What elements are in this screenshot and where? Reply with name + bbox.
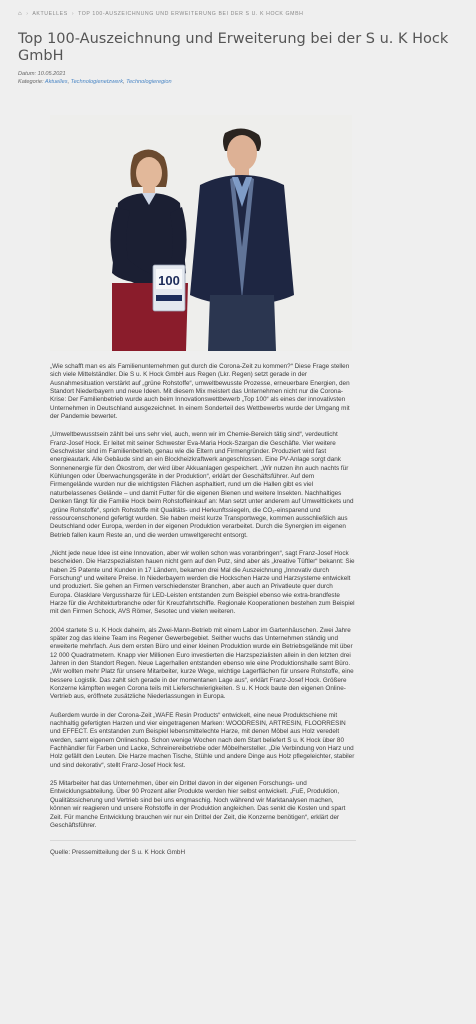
article-body [50, 363, 356, 858]
article-paragraph: „Nicht jede neue Idee ist eine Innovation, aber wir wollen schon was voranbringen“, sagt Franz-Josef Hock bescheiden. Die Harzspezialisten hauen nicht gern auf den Putz, sind aber als „kreative Tüftler“ bekannt: Sie haben 25 Patente und Kunden in 17 Ländern, bekamen drei Mal die Auszeichnung „Innovativ durch Forschung“ und weitere Preise. In Niederbayern werden die Hockschen Harze und Harzsysteme entwickelt und produziert. Sie gehen an Firmen verschiedenster Branchen, aber auch an Privatleute quer durch Europa. Glasklare Vergussharze für LED-Leisten entstanden zum Beispiel ebenso wie extra-brandfeste Harze für die Architekturbranche oder für Kreuzfahrtschiffe. Regionale Kooperationen bestehen zum Beispiel mit den Firmen Schock, AVS Römer, Sesotec und vielen weiteren. [50, 549, 355, 616]
breadcrumb [18, 11, 466, 17]
source-divider [50, 840, 356, 841]
post-categories: Kategorie: Aktuelles, Technologienetzwerk, Technologieregion [18, 79, 172, 85]
post-date [18, 70, 172, 78]
breadcrumb-separator: › [71, 11, 75, 17]
article-photo [50, 115, 352, 351]
article-paragraph: Außerdem wurde in der Corona-Zeit „WAFE Resin Products“ entwickelt, eine neue Produktschiene mit nachhaltig gefertigten Harzen und vier eingetragenen Marken: WOODRESIN, ARTRESIN, FLOORRESIN und EFFECT. Es entstanden zum Beispiel lebensmittelechte Harze, mit denen Möbel aus Holz veredelt werden, samt eigenem Onlineshop. Schon wenige Wochen nach dem Start beliefert S u. K Hock über 80 Fachhändler für Farben und Lacke, Schreinereibetriebe oder Möbelhersteller. „Die Verbindung von Harz und Holz gefällt den Leuten. Die Harze machen Tische, Stühle und andere Dinge aus Holz pflegeleichter, stabiler und sind dekorativ“, stellt Franz-Josef Hock fest. [50, 711, 355, 769]
article-paragraph: „Umweltbewusstsein zählt bei uns sehr viel, auch, wenn wir im Chemie-Bereich tätig sind“, verdeutlicht Franz-Josef Hock. Er leitet mit seiner Schwester Eva-Maria Hock-Szargan die Geschäfte. Vier weitere Geschwister sind im Familienbetrieb, genau wie die Eltern und Firmengründer. Produziert wird fast energieautark. Alle Gebäude sind an ein Blockheizkraftwerk angeschlossen. Eine PV-Anlage sorgt dank Sonnenenergie für den Ökostrom, der wird über Akkuanlagen gespeichert. „Wir nutzen ihn auch nachts für Kühlungen oder Überwachungsgeräte in der Produktion“, erklärt der Geschäftsführer. Auf dem Firmengelände wurden nur die wichtigsten Flächen asphaltiert, rund um die Hallen gibt es viel naturbelassenes Gelände – und damit Futter für die eigenen Bienen und weitere Insekten. Nachhaltiges Denken fängt für die Familie Hock beim Rohstoffeinkauf an: Man setzt unter anderem auf Umwelttickets und „grüne Rohstoffe“, sprich Rohstoffe mit Qualitäts- und Herkunftssiegeln, die CO₂-einsparend und ressourcenschonend gefertigt wurden. Sie haben meist kurze Transportwege, kommen ausschließlich aus Deutschland oder Europa, werden in der eigenen Produktion verarbeitet. Durch die Synergien im eigenen Betrieb fallen kaum Reste an, und die werden umweltgerecht entsorgt. [50, 431, 354, 539]
category-link-aktuelles[interactable]: Aktuelles [44, 79, 68, 85]
breadcrumb-item-aktuelles[interactable]: AKTUELLES [32, 11, 68, 17]
breadcrumb-item-current: TOP 100-AUSZEICHNUNG UND ERWEITERUNG BEI DER S U. K HOCK GMBH [78, 11, 304, 17]
article-source: Quelle: Pressemitteilung der S u. K Hock GmbH [50, 849, 186, 857]
date-value: 10.05.2021 [37, 71, 66, 77]
breadcrumb-separator: › [26, 11, 29, 17]
article-paragraph: „Wie schafft man es als Familienunternehmen gut durch die Corona-Zeit zu kommen?“ Diese Frage stellen sich viele Mittelständler. Die S u. K Hock GmbH aus Regen (Lkr. Regen) setzt gerade in der Ausnahmesituation verstärkt auf „grüne Rohstoffe“, umweltbewusste Prozesse, erneuerbare Energien, den Standort Niederbayern und neue Ideen. Mit diesem Mix meistert das Unternehmen nicht nur die Corona-Krise: Der Familienbetrieb wurde auch beim Innovationswettbewerb „Top 100“ als eines der innovativsten Unternehmen in Deutschland ausgezeichnet. In einem Sonderteil des Wettbewerbs wurde der Umgang mit der Pandemie bewertet. [50, 363, 350, 421]
home-icon[interactable]: ⌂ [18, 11, 23, 17]
article-paragraph: 2004 startete S u. K Hock daheim, als Zwei-Mann-Betrieb mit einem Labor im Gartenhäuschen. Zwei Jahre später zog das kleine Team ins Regener Gewerbegebiet. Seither wuchs das Unternehmen ständig und erweiterte mehrfach. Aus dem ersten Büro und einer kleinen Produktion wurde ein Betriebsgelände mit über 12 000 Quadratmetern. Knapp vier Millionen Euro investierten die Harzspezialisten allein in den letzten drei Jahren in den Standort Regen. Neue Lagerhallen entstanden ebenso wie eine Produktionshalle samt Büro. „Wir wollten mehr Platz für unsere Mitarbeiter, kurze Wege, wichtige Lagerflächen für unsere Rohstoffe, eine bessere Logistik. Das zahlt sich gerade in der momentanen Lage aus“, erklärt Franz-Josef Hock. Größere Konzerne kämpften wegen Corona teils mit Lieferschwierigkeiten. S u. K Hock baute den eigenen Online-Vertrieb aus, eröffnete zusätzliche Niederlassungen in Europa. [50, 626, 354, 701]
award-label: 100 [158, 273, 180, 288]
award-trophy [153, 265, 185, 311]
article-paragraph: 25 Mitarbeiter hat das Unternehmen, über ein Drittel davon in der eigenen Forschungs- und Entwicklungsabteilung. Über 90 Prozent aller Produkte werden hier selbst entwickelt. „FuE, Produktion, Qualitätssicherung und Vertrieb sind bei uns engmaschig. Noch während wir Marktanalysen machen, können wir reagieren und unsere Rohstoffe in der Produktion angleichen. Das senkt die Kosten und spart Zeit. Für manche Entwicklung brauchen wir nur ein Drittel der Zeit, die Konzerne benötigen“, erklärt der Geschäftsführer. [50, 780, 346, 829]
category-link-technologieregion[interactable]: Technologieregion [126, 79, 172, 85]
date-label: Datum: [18, 71, 37, 77]
photo-illustration [50, 115, 352, 351]
category-link-technologienetzwerk[interactable]: Technologienetzwerk [70, 79, 124, 85]
page-title: Top 100-Auszeichnung und Erweiterung bei der S u. K Hock GmbH [18, 31, 449, 64]
category-label: Kategorie: [18, 79, 44, 85]
post-meta [18, 70, 172, 86]
